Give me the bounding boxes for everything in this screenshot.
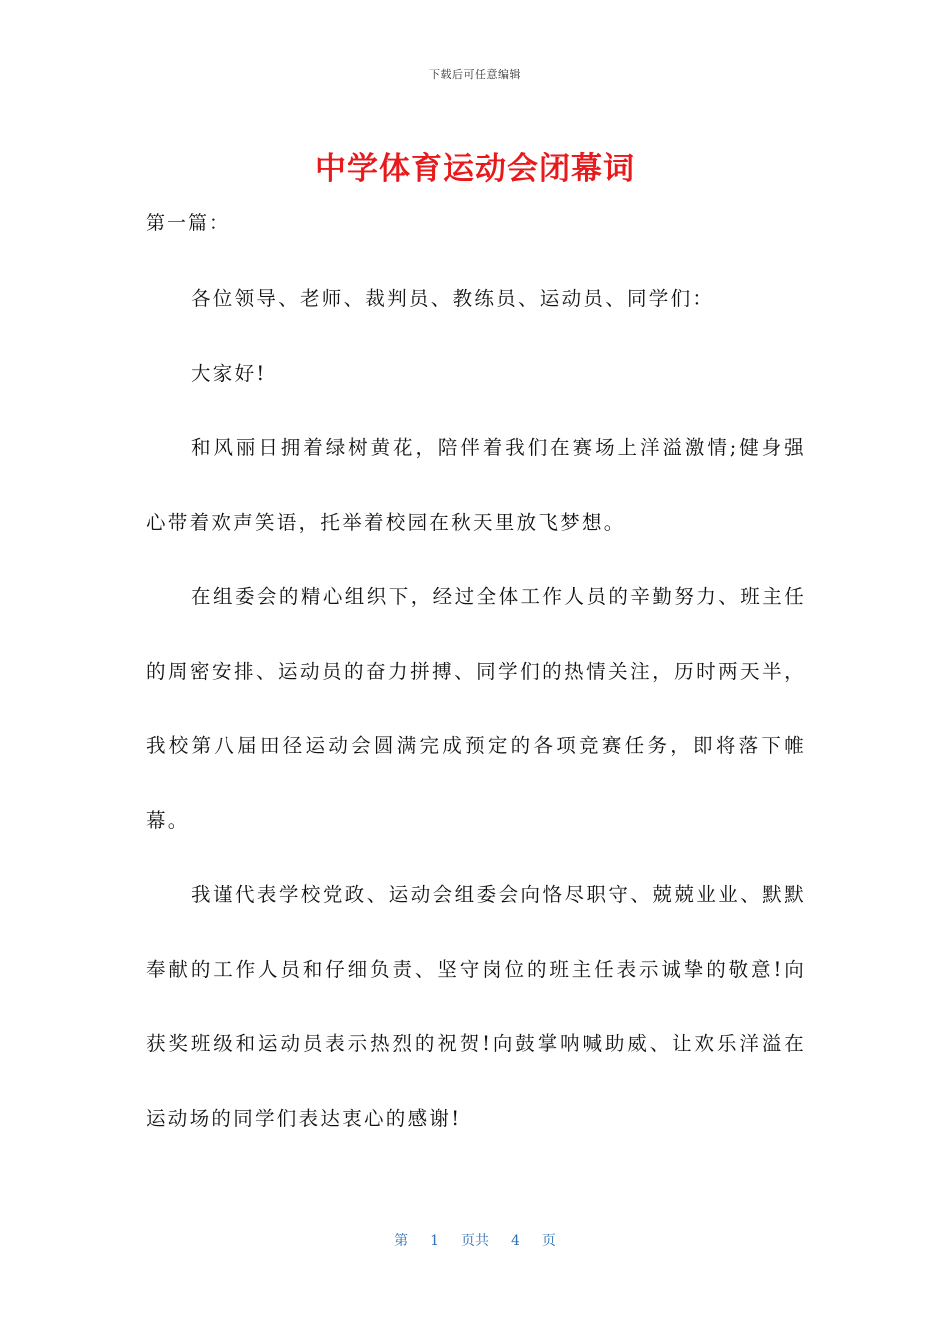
- paragraph-salutation: 各位领导、老师、裁判员、教练员、运动员、同学们：: [191, 287, 715, 310]
- page-mid: 页共: [461, 1233, 489, 1249]
- page-suffix: 页: [541, 1233, 556, 1249]
- paragraph-3: 我谨代表学校党政、运动会组委会向恪尽职守、兢兢业业、默默奉献的工作人员和仔细负责、坚守岗位的班主任表示诚挚的敬意!向获奖班级和运动员表示热烈的祝贺!向鼓掌呐喊助威、让欢乐洋溢在运动场的同学们表达衷心的感谢!: [146, 883, 806, 1130]
- page-prefix: 第: [394, 1233, 409, 1249]
- paragraph-1: 和风丽日拥着绿树黄花，陪伴着我们在赛场上洋溢激情;健身强心带着欢声笑语，托举着校园在秋天里放飞梦想。: [146, 436, 806, 534]
- header-note: 下载后可任意编辑: [429, 68, 521, 81]
- document-body: [146, 262, 806, 1156]
- page-total: 4: [511, 1233, 520, 1249]
- document-title: 中学体育运动会闭幕词: [315, 151, 635, 187]
- paragraph-2: 在组委会的精心组织下，经过全体工作人员的辛勤努力、班主任的周密安排、运动员的奋力拼搏、同学们的热情关注，历时两天半，我校第八届田径运动会圆满完成预定的各项竞赛任务，即将落下帷幕。: [146, 585, 806, 832]
- page-current: 1: [430, 1233, 439, 1249]
- page-footer: [0, 1230, 950, 1250]
- section-label: 第一篇：: [146, 212, 231, 234]
- paragraph-greeting: 大家好!: [191, 361, 267, 385]
